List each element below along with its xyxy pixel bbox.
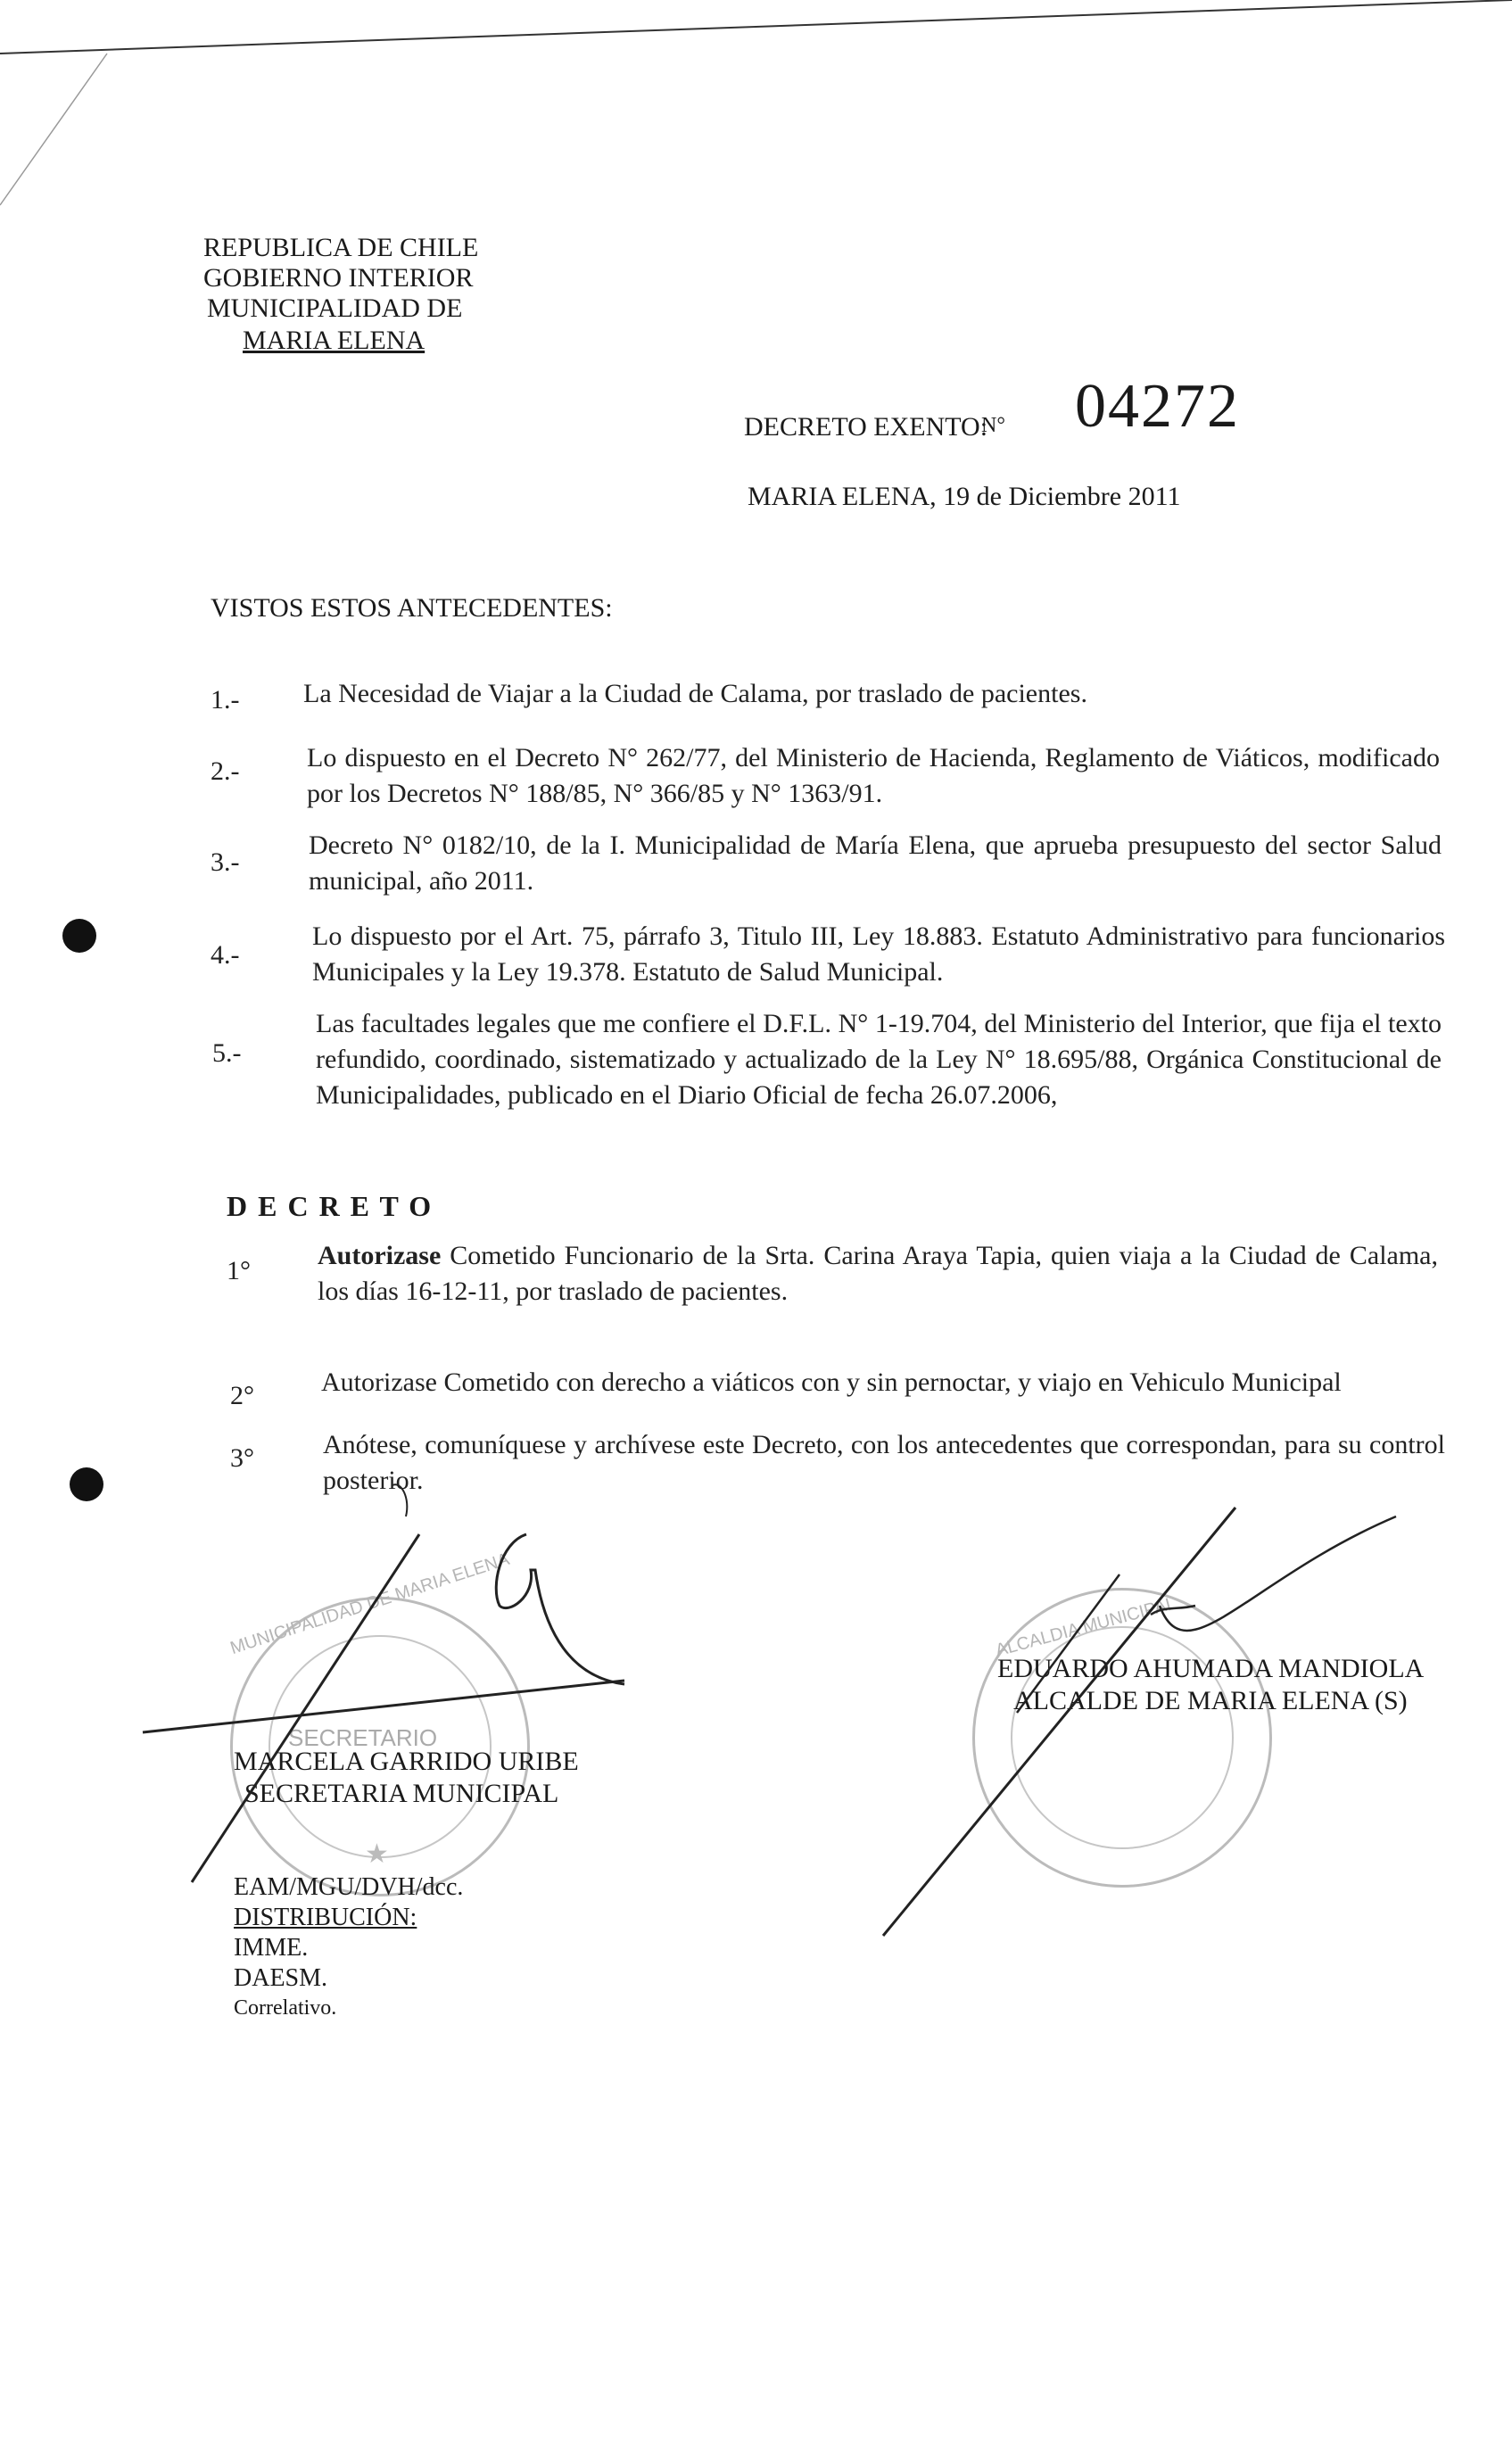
vistos-item-num: 3.-	[211, 847, 240, 877]
decree-number: 04272	[1075, 372, 1240, 441]
vistos-item-num: 1.-	[211, 685, 240, 715]
seal-right-arc-text: ALCALDIA MUNICIPAL	[993, 1593, 1178, 1661]
header-municipality: MUNICIPALIDAD DE	[207, 293, 463, 323]
seal-left-arc-text: MUNICIPALIDAD DE MARIA ELENA	[227, 1549, 512, 1659]
vistos-item-text: Lo dispuesto por el Art. 75, párrafo 3, Titulo III, Ley 18.883. Estatuto Administrativo para funcionarios Municipales y la Ley 19.378. Estatuto de Salud Municipal.	[312, 921, 1445, 987]
vistos-item-num: 2.-	[211, 756, 240, 786]
decreto-title: D E C R E T O	[227, 1190, 434, 1222]
place-and-date: MARIA ELENA, 19 de Diciembre 2011	[748, 482, 1181, 511]
distribution-recipient: IMME.	[234, 1934, 309, 1962]
footer-initials: EAM/MGU/DVH/dcc.	[234, 1873, 464, 1901]
vistos-item-text: La Necesidad de Viajar a la Ciudad de Calama, por traslado de pacientes.	[303, 679, 1087, 708]
decreto-item-text: Autorizase Cometido con derecho a viáticos con y sin pernoctar, y viajo en Vehiculo Municipal	[321, 1367, 1342, 1397]
vistos-item-num: 5.-	[212, 1038, 242, 1068]
vistos-item-text: Lo dispuesto en el Decreto N° 262/77, del Ministerio de Hacienda, Reglamento de Viáticos, modificado por los Decretos N° 188/85, N° 366/85 y N° 1363/91.	[307, 743, 1440, 808]
left-signatory-title: SECRETARIA MUNICIPAL	[244, 1779, 559, 1808]
decreto-item-num: 1°	[227, 1256, 251, 1285]
distribution-title: DISTRIBUCIÓN:	[234, 1904, 417, 1931]
decree-label: DECRETO EXENTO:	[744, 412, 988, 442]
decreto-item-bold: Autorizase	[318, 1241, 442, 1270]
vistos-item-num: 4.-	[211, 940, 240, 970]
decreto-item-body: Cometido Funcionario de la Srta. Carina Araya Tapia, quien viaja a la Ciudad de Calama, los días 16-12-11, por traslado de pacientes.	[318, 1241, 1438, 1306]
decree-number-prefix: N°	[981, 414, 1005, 437]
right-signatory-title: ALCALDE DE MARIA ELENA (S)	[1013, 1686, 1408, 1715]
header-town: MARIA ELENA	[243, 326, 426, 355]
right-signatory-name: EDUARDO AHUMADA MANDIOLA	[997, 1654, 1425, 1683]
header-republic: REPUBLICA DE CHILE	[203, 233, 479, 262]
distribution-recipient: DAESM.	[234, 1964, 328, 1992]
header-government: GOBIERNO INTERIOR	[203, 263, 474, 293]
vistos-item-text: Decreto N° 0182/10, de la I. Municipalidad de María Elena, que aprueba presupuesto del sector Salud municipal, año 2011.	[309, 830, 1442, 896]
star-icon: ★	[365, 1839, 389, 1869]
vistos-item-text: Las facultades legales que me confiere el D.F.L. N° 1-19.704, del Ministerio del Interior, que fija el texto refundido, coordinado, sistematizado y actualizado de la Ley N° 18.695/88, Orgánica Constitucional de Municipalidades, publicado en el Diario Oficial de fecha 26.07.2006,	[316, 1009, 1442, 1110]
distribution-recipient: Correlativo.	[234, 1996, 337, 2020]
vistos-title: VISTOS ESTOS ANTECEDENTES:	[211, 593, 613, 623]
seal-left-center-text: SECRETARIO	[288, 1724, 438, 1751]
decreto-item-num: 2°	[230, 1381, 254, 1410]
decreto-item-num: 3°	[230, 1443, 254, 1473]
decreto-item-text: Anótese, comuníquese y archívese este Decreto, con los antecedentes que correspondan, para su control posterior.	[323, 1430, 1445, 1495]
left-signatory-name: MARCELA GARRIDO URIBE	[234, 1747, 579, 1776]
